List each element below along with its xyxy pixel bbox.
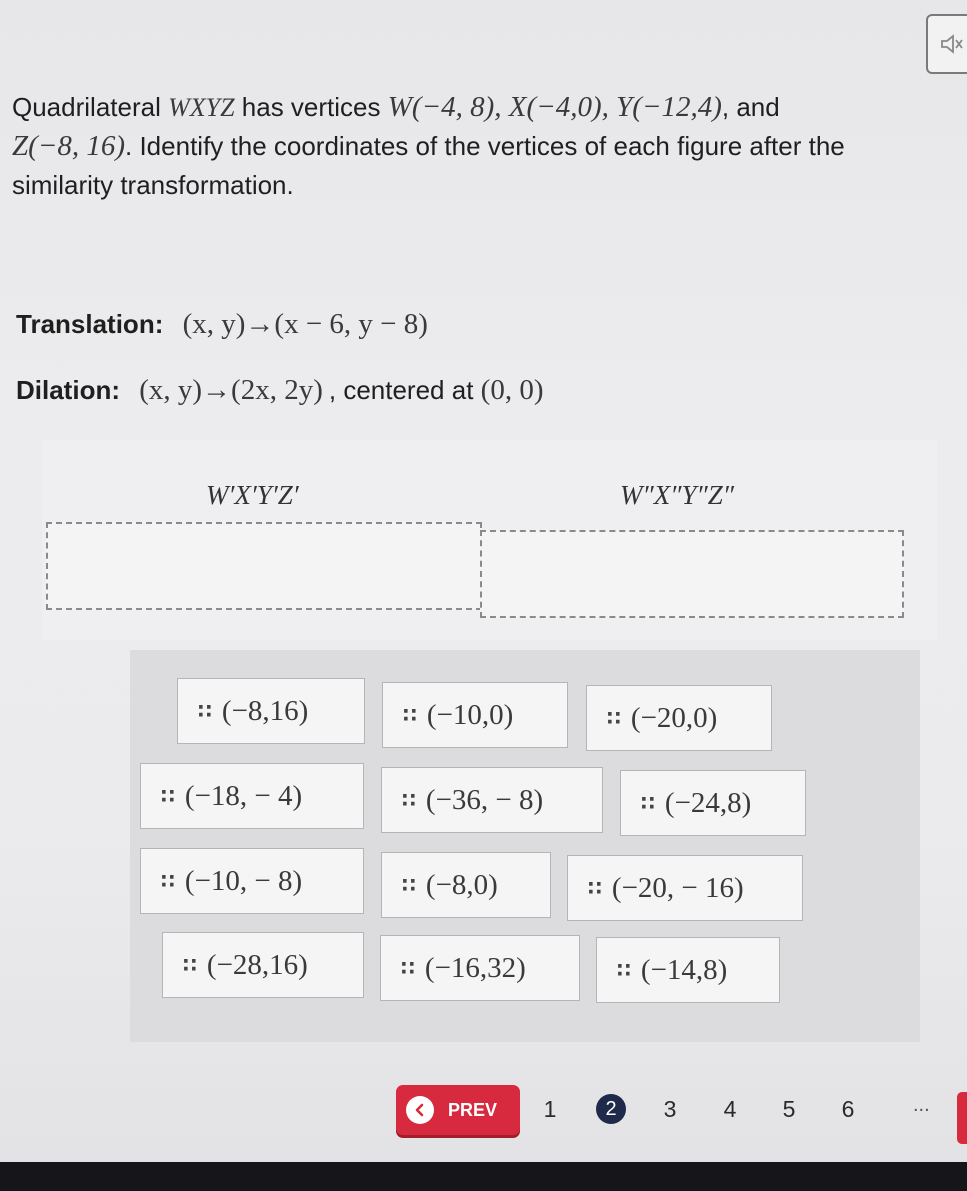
answer-tile[interactable]: [162, 932, 364, 998]
page-link-4[interactable]: 4: [723, 1096, 737, 1122]
drop-zone-second-image[interactable]: [480, 530, 904, 618]
question-line-2: [12, 127, 952, 166]
drag-grip-icon: ∷: [198, 699, 210, 723]
tile-label: (−8,16): [221, 694, 309, 727]
question-text-fragment: , and: [721, 92, 780, 122]
drag-grip-icon: ∷: [402, 873, 414, 897]
tile-label: (−8,0): [425, 868, 498, 901]
answer-tile[interactable]: [567, 855, 803, 921]
drag-grip-icon: ∷: [183, 953, 195, 977]
answer-tile[interactable]: [620, 770, 806, 836]
answer-tile[interactable]: [381, 767, 603, 833]
drag-grip-icon: ∷: [641, 791, 653, 815]
tile-label: (−18, − 4): [184, 779, 303, 812]
drag-grip-icon: ∷: [161, 784, 173, 808]
column-header-second-image: W″X″Y″Z″: [620, 480, 734, 510]
tile-label: (−20, − 16): [611, 871, 744, 904]
tile-label: (−24,8): [664, 786, 752, 819]
answer-tile[interactable]: [382, 682, 568, 748]
dilation-label: Dilation:: [16, 375, 120, 405]
translation-rule: [16, 308, 428, 341]
drag-grip-icon: ∷: [588, 876, 600, 900]
screen-bottom-bezel: [0, 1162, 967, 1191]
tile-label: (−20,0): [630, 701, 718, 734]
translation-label: Translation:: [16, 309, 164, 339]
dilation-suffix: , centered at: [328, 375, 474, 405]
question-text-fragment: . Identify the coordinates of the vertices of each figure after the: [125, 131, 845, 161]
question-text-fragment: Quadrilateral: [12, 92, 169, 122]
page-link-current[interactable]: 2: [596, 1094, 626, 1124]
answer-tile[interactable]: [177, 678, 365, 744]
page-link-3[interactable]: 3: [663, 1096, 677, 1122]
page-link-1[interactable]: 1: [543, 1096, 557, 1122]
question-text: [12, 88, 952, 205]
more-pages-ellipsis[interactable]: ...: [913, 1094, 930, 1116]
question-line-1: [12, 88, 952, 127]
vertex-z: Z(−8, 16): [12, 130, 126, 162]
tile-label: (−28,16): [206, 948, 308, 981]
answer-tile[interactable]: [381, 852, 551, 918]
drop-zone-first-image[interactable]: [46, 522, 482, 610]
vertices-wxy: W(−4, 8), X(−4,0), Y(−12,4): [387, 91, 722, 123]
column-header-first-image: W′X′Y′Z′: [206, 480, 299, 510]
chevron-left-icon: [406, 1096, 434, 1124]
tile-label: (−36, − 8): [425, 783, 544, 816]
prev-label: PREV: [448, 1099, 498, 1120]
page-link-6[interactable]: 6: [841, 1096, 855, 1122]
translation-expression: (x, y)→(x − 6, y − 8): [182, 308, 428, 340]
drag-grip-icon: ∷: [161, 869, 173, 893]
answer-tile[interactable]: [586, 685, 772, 751]
question-text-fragment: has vertices: [234, 92, 388, 122]
answer-tile[interactable]: [140, 763, 364, 829]
answer-tile[interactable]: [140, 848, 364, 914]
tile-label: (−10, − 8): [184, 864, 303, 897]
quadrilateral-name: WXYZ: [168, 93, 235, 122]
question-line-3: similarity transformation.: [12, 170, 294, 200]
speaker-muted-icon: [939, 33, 965, 55]
answer-tile[interactable]: [596, 937, 780, 1003]
tile-label: (−10,0): [426, 698, 514, 731]
dilation-expression: (x, y)→(2x, 2y): [139, 374, 323, 406]
tile-label: (−14,8): [640, 953, 728, 986]
audio-button[interactable]: [926, 14, 967, 74]
drag-grip-icon: ∷: [403, 703, 415, 727]
drag-grip-icon: ∷: [607, 706, 619, 730]
tile-label: (−16,32): [424, 951, 526, 984]
drag-grip-icon: ∷: [617, 958, 629, 982]
next-button[interactable]: [957, 1092, 967, 1144]
answer-tile[interactable]: [380, 935, 580, 1001]
prev-button[interactable]: [396, 1085, 520, 1135]
dilation-center: (0, 0): [480, 374, 544, 406]
dilation-rule: [16, 374, 543, 407]
drag-grip-icon: ∷: [402, 788, 414, 812]
drag-grip-icon: ∷: [401, 956, 413, 980]
page-link-5[interactable]: 5: [782, 1096, 796, 1122]
